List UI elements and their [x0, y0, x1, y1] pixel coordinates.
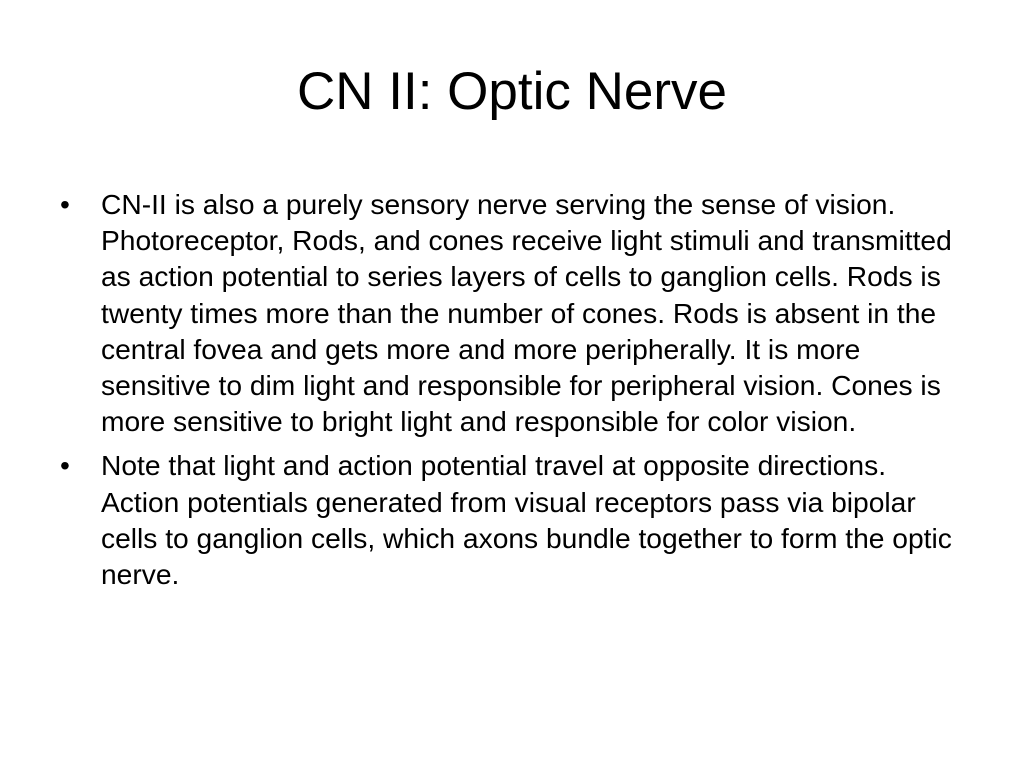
bullet-list [60, 186, 970, 600]
bullet-point-icon: • [60, 188, 70, 220]
bullet-text: Note that light and action potential travel at opposite directions. Action potentials generated from visual receptors pass via bipolar cells to ganglion cells, which axons bundle together to form the optic nerve. [101, 449, 952, 591]
bullet-item-signal-direction [60, 447, 970, 592]
slide-title: CN II: Optic Nerve [297, 62, 727, 121]
bullet-item-optic-nerve-function [60, 186, 970, 439]
bullet-point-icon: • [60, 449, 70, 482]
bullet-text: CN-II is also a purely sensory nerve serving the sense of vision. Photoreceptor, Rods, and cones receive light stimuli and transmitted as action potential to series layers of cells to ganglion cells. Rods is twenty times more than the number of cones. Rods is absent in the central fovea and gets more and more peripherally. It is more sensitive to dim light and responsible for peripheral vision. Cones is more sensitive to bright light and responsible for color vision. [101, 188, 952, 438]
